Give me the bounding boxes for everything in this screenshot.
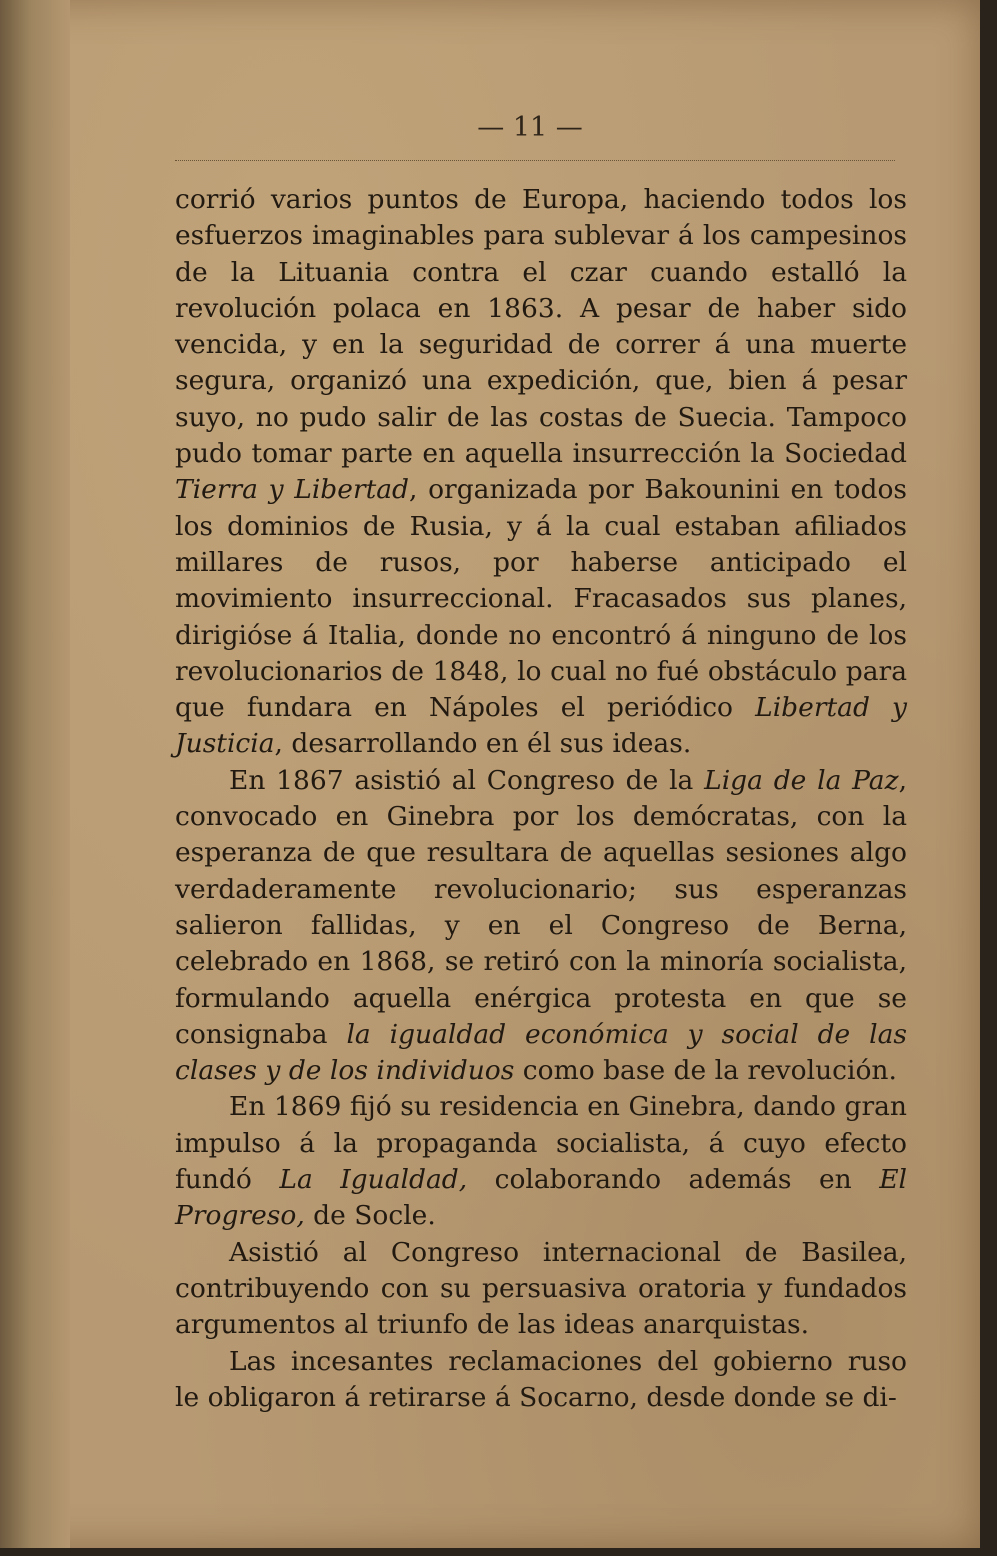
text-run: En 1869 fijó su residencia en Ginebra, dando gran impulso á la propaganda socialista, á cuyo efecto fundó — [175, 1091, 907, 1196]
header-rule — [175, 160, 895, 161]
page-binding-edge — [0, 0, 70, 1548]
paragraph — [175, 1089, 907, 1234]
italic-title: Tierra y Libertad — [175, 474, 410, 506]
text-run: como base de la revolución. — [514, 1055, 897, 1087]
paragraph — [175, 1344, 907, 1417]
text-run: , organizada por Bakounini en todos los dominios de Rusia, y á la cual estaban afiliados millares de rusos, por haberse anticipado el movimiento insurreccional. Fracasados sus planes, dirigióse á Italia, donde no encontró á ninguno de los revolucionarios de 1848, lo cual no fué obstáculo para que fundara en Nápoles el periódico — [175, 474, 907, 724]
body-text — [175, 182, 907, 1416]
italic-title: El Progreso, — [175, 1164, 908, 1232]
text-run: En 1867 asistió al Congreso de la — [229, 764, 705, 796]
page-number: — 11 — — [477, 112, 583, 143]
italic-title: Libertad y Justicia — [175, 692, 907, 760]
italic-phrase: la igualdad económica y social de las clases y de los individuos — [175, 1018, 907, 1087]
text-run: Asistió al Congreso internacional de Basilea, contribuyendo con su persuasiva oratoria y fundados argumentos al triunfo de las ideas anarquistas. — [175, 1236, 907, 1341]
paragraph — [175, 1235, 907, 1344]
text-run: corrió varios puntos de Europa, haciendo todos los esfuerzos imaginables para sublevar á los campesinos de la Lituania contra el czar cuando estalló la revolución polaca en 1863. A pesar de haber sido vencida, y en la seguridad de correr á una muerte segura, organizó una expedición, que, bien á pesar suyo, no pudo salir de las costas de Suecia. Tampoco pudo tomar parte en aquella insurrección la Sociedad — [175, 184, 907, 470]
paragraph — [175, 182, 907, 763]
italic-title: Liga de la Paz — [704, 764, 899, 796]
text-run: Las incesantes reclamaciones del gobierno ruso le obligaron á retirarse á Socarno, desde donde se di- — [175, 1345, 907, 1413]
text-run: de Socle. — [304, 1200, 436, 1232]
text-run: colaborando además en — [467, 1164, 880, 1196]
text-run: , desarrollando en él sus ideas. — [274, 728, 692, 760]
paragraph — [175, 763, 907, 1090]
italic-title: La Igualdad, — [279, 1164, 468, 1196]
text-run: , convocado en Ginebra por los demócratas, con la esperanza de que resultara de aquellas sesiones algo verdaderamente revolucionario; sus esperanzas salieron fallidas, y en el Congreso de Berna, celebrado en 1868, se retiró con la minoría socialista, formulando aquella enérgica protesta en que se consignaba — [175, 764, 907, 1050]
